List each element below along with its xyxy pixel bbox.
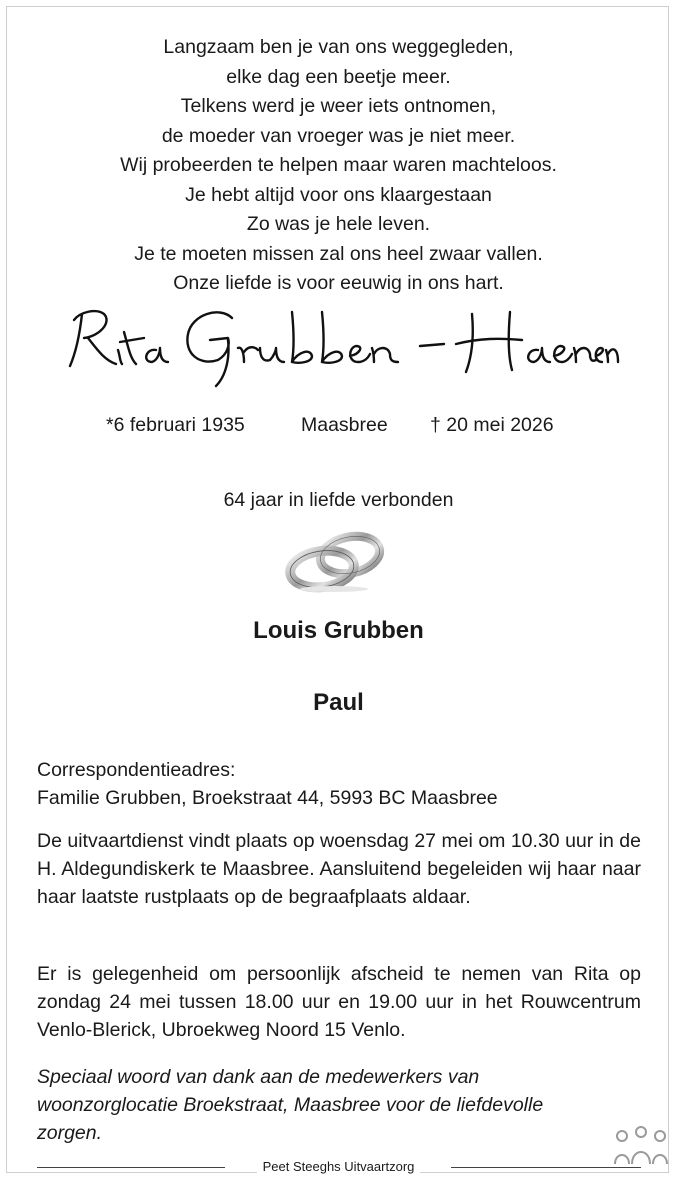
thanks-text: Speciaal woord van dank aan de medewerkers van woonzorglocatie Broekstraat, Maasbree voor de liefdevolle zorgen. — [37, 1066, 544, 1144]
poem-line: Langzaam ben je van ons weggegleden, — [163, 36, 514, 58]
poem-line: de moeder van vroeger was je niet meer. — [161, 124, 516, 147]
spouse-name: Louis Grubben — [253, 617, 424, 644]
undertaker-name: Peet Steeghs Uitvaartzorg — [257, 1159, 421, 1174]
poem-line: Onze liefde is voor eeuwig in ons hart. — [173, 272, 504, 294]
farewell-text: Er is gelegenheid om persoonlijk afscheid te nemen van Rita op zondag 24 mei tussen 18.00 uur en 19.00 uur in het Rouwcentrum Venlo-Blerick, Ubroekweg Noord 15 Venlo. — [37, 963, 641, 1041]
family-figures-icon — [612, 1124, 670, 1168]
poem-line: Zo was je hele leven. — [246, 213, 431, 235]
death-date: † 20 mei 2026 — [430, 414, 554, 436]
child-name: Paul — [313, 689, 364, 716]
poem — [0, 33, 677, 299]
ceremony-text: De uitvaartdienst vindt plaats op woensdag 27 mei om 10.30 uur in de H. Aldegundiskerk te Maasbree. Aansluitend begeleiden wij haar naar haar laatste rustplaats op de begraafplaats aldaar. — [37, 830, 641, 908]
birth-date: *6 februari 1935 — [106, 414, 245, 436]
poem-line: Telkens werd je weer iets ontnomen, — [180, 95, 497, 117]
place: Maasbree — [301, 414, 388, 436]
undertaker-credit — [0, 1159, 677, 1174]
address-line: Familie Grubben, Broekstraat 44, 5993 BC Maasbree — [37, 787, 498, 809]
wedding-rings-icon — [284, 525, 392, 595]
poem-line: Wij probeerden te helpen maar waren machteloos. — [120, 154, 557, 176]
poem-line: elke dag een beetje meer. — [226, 65, 451, 88]
poem-line: Je hebt altijd voor ons klaargestaan — [185, 183, 492, 206]
address-label: Correspondentieadres: — [37, 759, 236, 781]
poem-line: Je te moeten missen zal ons heel zwaar vallen. — [134, 242, 543, 265]
marriage-years: 64 jaar in liefde verbonden — [223, 489, 454, 511]
deceased-name-signature — [60, 292, 620, 392]
correspondence-address — [37, 756, 641, 812]
